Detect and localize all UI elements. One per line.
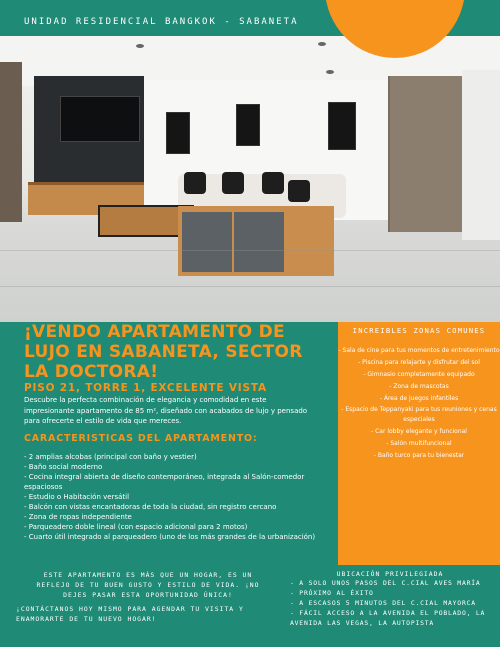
pillow xyxy=(288,180,310,202)
floor-tile-line xyxy=(0,286,500,287)
wall-art xyxy=(166,112,190,154)
list-item: - A SOLO UNOS PASOS DEL C.CIAL AVES MARÍA xyxy=(290,579,481,587)
list-item: - Balcón con vistas encantadoras de toda la ciudad, sin registro cercano xyxy=(24,503,277,511)
list-item: - Salón multifuncional xyxy=(386,439,452,447)
listing-subheading: PISO 21, TORRE 1, EXCELENTE VISTA xyxy=(24,382,267,394)
pillow xyxy=(184,172,206,194)
amenities-list xyxy=(338,346,500,463)
ceiling-light-icon xyxy=(318,42,326,46)
list-item: - Gimnasio completamente equipado xyxy=(363,370,475,378)
ceiling-light-icon xyxy=(136,44,144,48)
contact-statement: ¡CONTÁCTANOS HOY MISMO PARA AGENDAR TU VISITA Y ENAMORARTE DE TU NUEVO HOGAR! xyxy=(16,605,244,623)
list-item: - A ESCASOS 5 MINUTOS DEL C.CIAL MAYORCA xyxy=(290,599,476,607)
amenities-title: INCREIBLES ZONAS COMUNES xyxy=(352,326,486,335)
list-item: - Sala de cine para tus momentos de entretenimiento xyxy=(338,347,500,354)
list-item: - Baño social moderno xyxy=(24,463,103,471)
television xyxy=(60,96,140,142)
list-item: - Espacio de Teppanyaki para tus reuniones y cenas especiales xyxy=(341,406,497,424)
characteristics-list xyxy=(24,452,324,542)
list-item: - Zona de ropas independiente xyxy=(24,513,132,521)
wall-art xyxy=(236,104,260,146)
floor-tile-line xyxy=(0,250,500,251)
list-item: - Cocina integral abierta de diseño contemporáneo, integrada al Salón-comedor espaciosos xyxy=(24,473,305,491)
list-item: - Zona de mascotas xyxy=(389,382,449,390)
cabinet-door xyxy=(234,212,284,272)
left-wall-panel xyxy=(0,62,22,222)
closing-statement: ESTE APARTAMENTO ES MÁS QUE UN HOGAR, ES UN REFLEJO DE TU BUEN GUSTO Y ESTILO DE VIDA. ¡NO DEJES PASAR ESTA OPORTUNIDAD ÚNICA! xyxy=(36,571,260,599)
list-item: - Baño turco para tu bienestar xyxy=(373,451,465,459)
list-item: - FÁCIL ACCESO A LA AVENIDA EL POBLADO, LA AVENIDA LAS VEGAS, LA AUTOPISTA xyxy=(290,609,486,627)
entry-door xyxy=(388,76,464,232)
list-item: - Parqueadero doble lineal (con espacio adicional para 2 motos) xyxy=(24,523,248,531)
right-wall xyxy=(462,70,500,240)
list-item: - 2 amplias alcobas (principal con baño y vestier) xyxy=(24,453,197,461)
header-title: UNIDAD RESIDENCIAL BANGKOK - SABANETA xyxy=(24,17,299,27)
pillow xyxy=(262,172,284,194)
ceiling-light-icon xyxy=(326,70,334,74)
cabinet-door xyxy=(182,212,232,272)
list-item: - Estudio o Habitación versátil xyxy=(24,493,130,501)
wall-art xyxy=(328,102,356,150)
pillow xyxy=(222,172,244,194)
list-item: - Área de juegos infantiles xyxy=(379,394,459,402)
list-item: - Cuarto útil integrado al parqueadero (uno de los más grandes de la urbanización) xyxy=(24,533,316,541)
listing-description: Descubre la perfecta combinación de elegancia y comodidad en este impresionante apartamento de 85 m², diseñado con acabados de lujo y pensado para ofrecerte el estilo de vida que mereces. xyxy=(24,396,308,425)
characteristics-title: CARACTERISTICAS DEL APARTAMENTO: xyxy=(24,433,258,444)
location-list xyxy=(290,578,496,628)
list-item: - Car lobby elegante y funcional xyxy=(371,427,467,435)
location-title: UBICACIÓN PRIVILEGIADA xyxy=(336,570,444,578)
listing-heading: ¡VENDO APARTAMENTO DE LUJO EN SABANETA, SECTOR LA DOCTORA! xyxy=(24,322,303,382)
list-item: - Piscina para relajarte y disfrutar del sol xyxy=(358,358,480,366)
list-item: - PRÓXIMO AL ÉXITO xyxy=(290,589,374,597)
